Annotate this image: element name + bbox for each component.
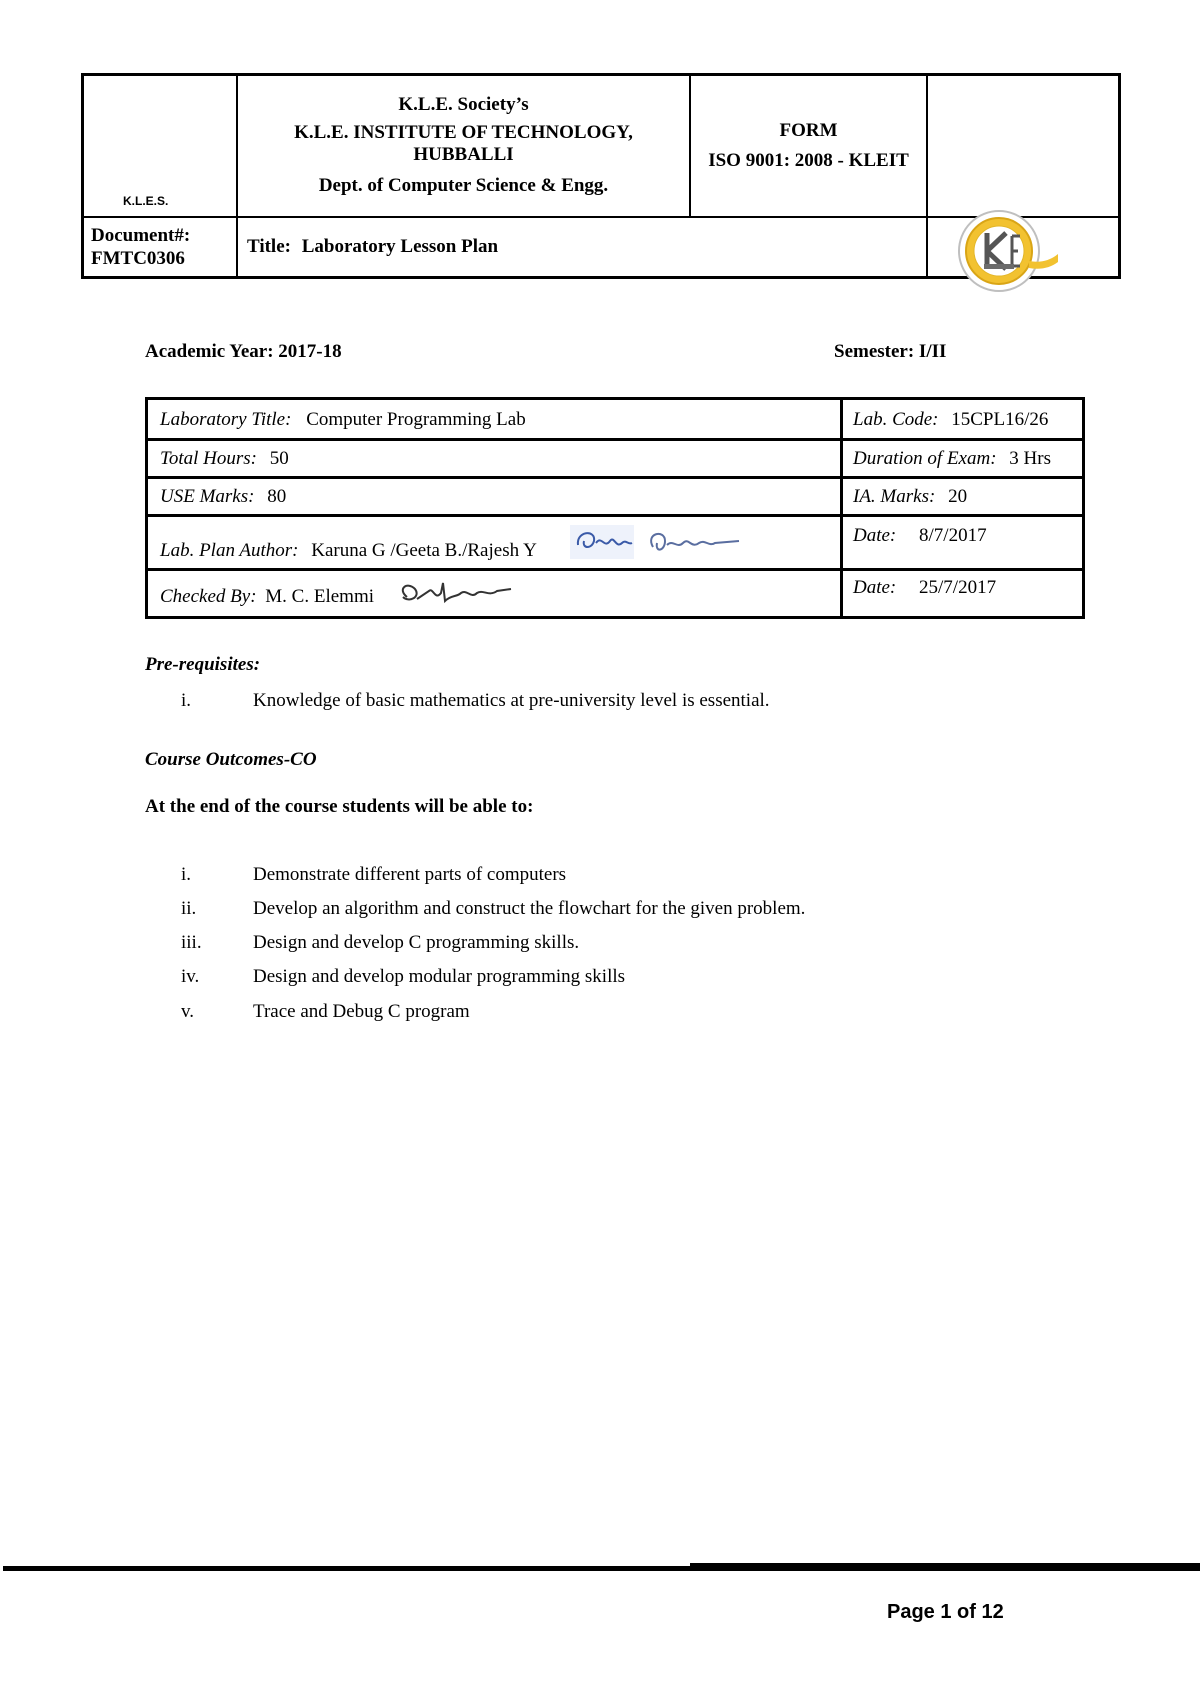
- title-label: Title:: [247, 236, 291, 257]
- checked-by-value: M. C. Elemmi: [265, 586, 375, 607]
- lab-code-label: Lab. Code:: [853, 409, 939, 430]
- footer-rule-shadow: [690, 1563, 1200, 1566]
- author-value: Karuna G /Geeta B./Rajesh Y: [311, 540, 537, 561]
- table-row: [148, 400, 1082, 441]
- use-marks-value: 80: [267, 486, 287, 507]
- title-value: Laboratory Lesson Plan: [301, 236, 499, 257]
- lab-title-label: Laboratory Title:: [160, 409, 292, 430]
- duration-value: 3 Hrs: [1009, 448, 1051, 469]
- table-row: [148, 441, 1082, 479]
- outcomes-intro: At the end of the course students will be able to:: [145, 796, 534, 817]
- outcome-number: iv.: [181, 966, 200, 987]
- checker-signature: [393, 579, 523, 614]
- outcome-number: i.: [181, 864, 192, 885]
- prerequisites-title: Pre-requisites:: [145, 654, 261, 675]
- outcome-number: v.: [181, 1001, 195, 1022]
- lab-info-table: [145, 397, 1085, 619]
- total-hours-label: Total Hours:: [160, 448, 257, 469]
- prereq-number: i.: [181, 690, 192, 711]
- iso-label: ISO 9001: 2008 - KLEIT: [708, 150, 909, 171]
- lab-code-value: 15CPL16/26: [951, 409, 1049, 430]
- outcome-number: iii.: [181, 932, 202, 953]
- form-label: FORM: [779, 120, 838, 141]
- prereq-text: Knowledge of basic mathematics at pre-university level is essential.: [253, 690, 770, 711]
- author-date-label: Date:: [853, 525, 897, 546]
- use-marks-label: USE Marks:: [160, 486, 255, 507]
- kle-seal-logo: [954, 206, 1062, 296]
- outcome-text: Demonstrate different parts of computers: [253, 864, 567, 885]
- checked-by-label: Checked By:: [160, 586, 257, 607]
- course-outcomes-title: Course Outcomes-CO: [145, 749, 317, 770]
- table-row: [148, 517, 1082, 571]
- outcome-text: Design and develop C programming skills.: [253, 932, 580, 953]
- page-number: Page 1 of 12: [887, 1601, 1004, 1623]
- title-row: [247, 236, 498, 258]
- kles-logo-text: K.L.E.S.: [123, 194, 169, 208]
- outcome-number: ii.: [181, 898, 197, 919]
- total-hours-value: 50: [269, 448, 289, 469]
- institute-name-line1: K.L.E. INSTITUTE OF TECHNOLOGY,: [294, 122, 633, 143]
- society-name: K.L.E. Society’s: [398, 94, 529, 115]
- ia-marks-label: IA. Marks:: [853, 486, 936, 507]
- outcome-text: Design and develop modular programming skills: [253, 966, 626, 987]
- table-row: [148, 479, 1082, 517]
- header-table: [81, 73, 1121, 279]
- author-signature-1: [570, 523, 636, 566]
- author-date-value: 8/7/2017: [919, 525, 987, 546]
- ia-marks-value: 20: [948, 486, 968, 507]
- document-number: FMTC0306: [91, 248, 185, 269]
- institute-name-line2: HUBBALLI: [413, 144, 514, 165]
- duration-label: Duration of Exam:: [853, 448, 997, 469]
- outcome-text: Trace and Debug C program: [253, 1001, 470, 1022]
- document-label: Document#:: [91, 225, 191, 246]
- academic-year: Academic Year: 2017-18: [145, 341, 342, 362]
- lab-title-value: Computer Programming Lab: [306, 409, 526, 430]
- author-signature-2: [643, 525, 743, 564]
- checked-date-label: Date:: [853, 577, 897, 598]
- footer-rule: [3, 1566, 1200, 1571]
- semester: Semester: I/II: [834, 341, 947, 362]
- author-label: Lab. Plan Author:: [160, 540, 299, 561]
- department-name: Dept. of Computer Science & Engg.: [318, 175, 609, 196]
- outcome-text: Develop an algorithm and construct the flowchart for the given problem.: [253, 898, 806, 919]
- table-row: [148, 571, 1082, 619]
- checked-date-value: 25/7/2017: [919, 577, 997, 598]
